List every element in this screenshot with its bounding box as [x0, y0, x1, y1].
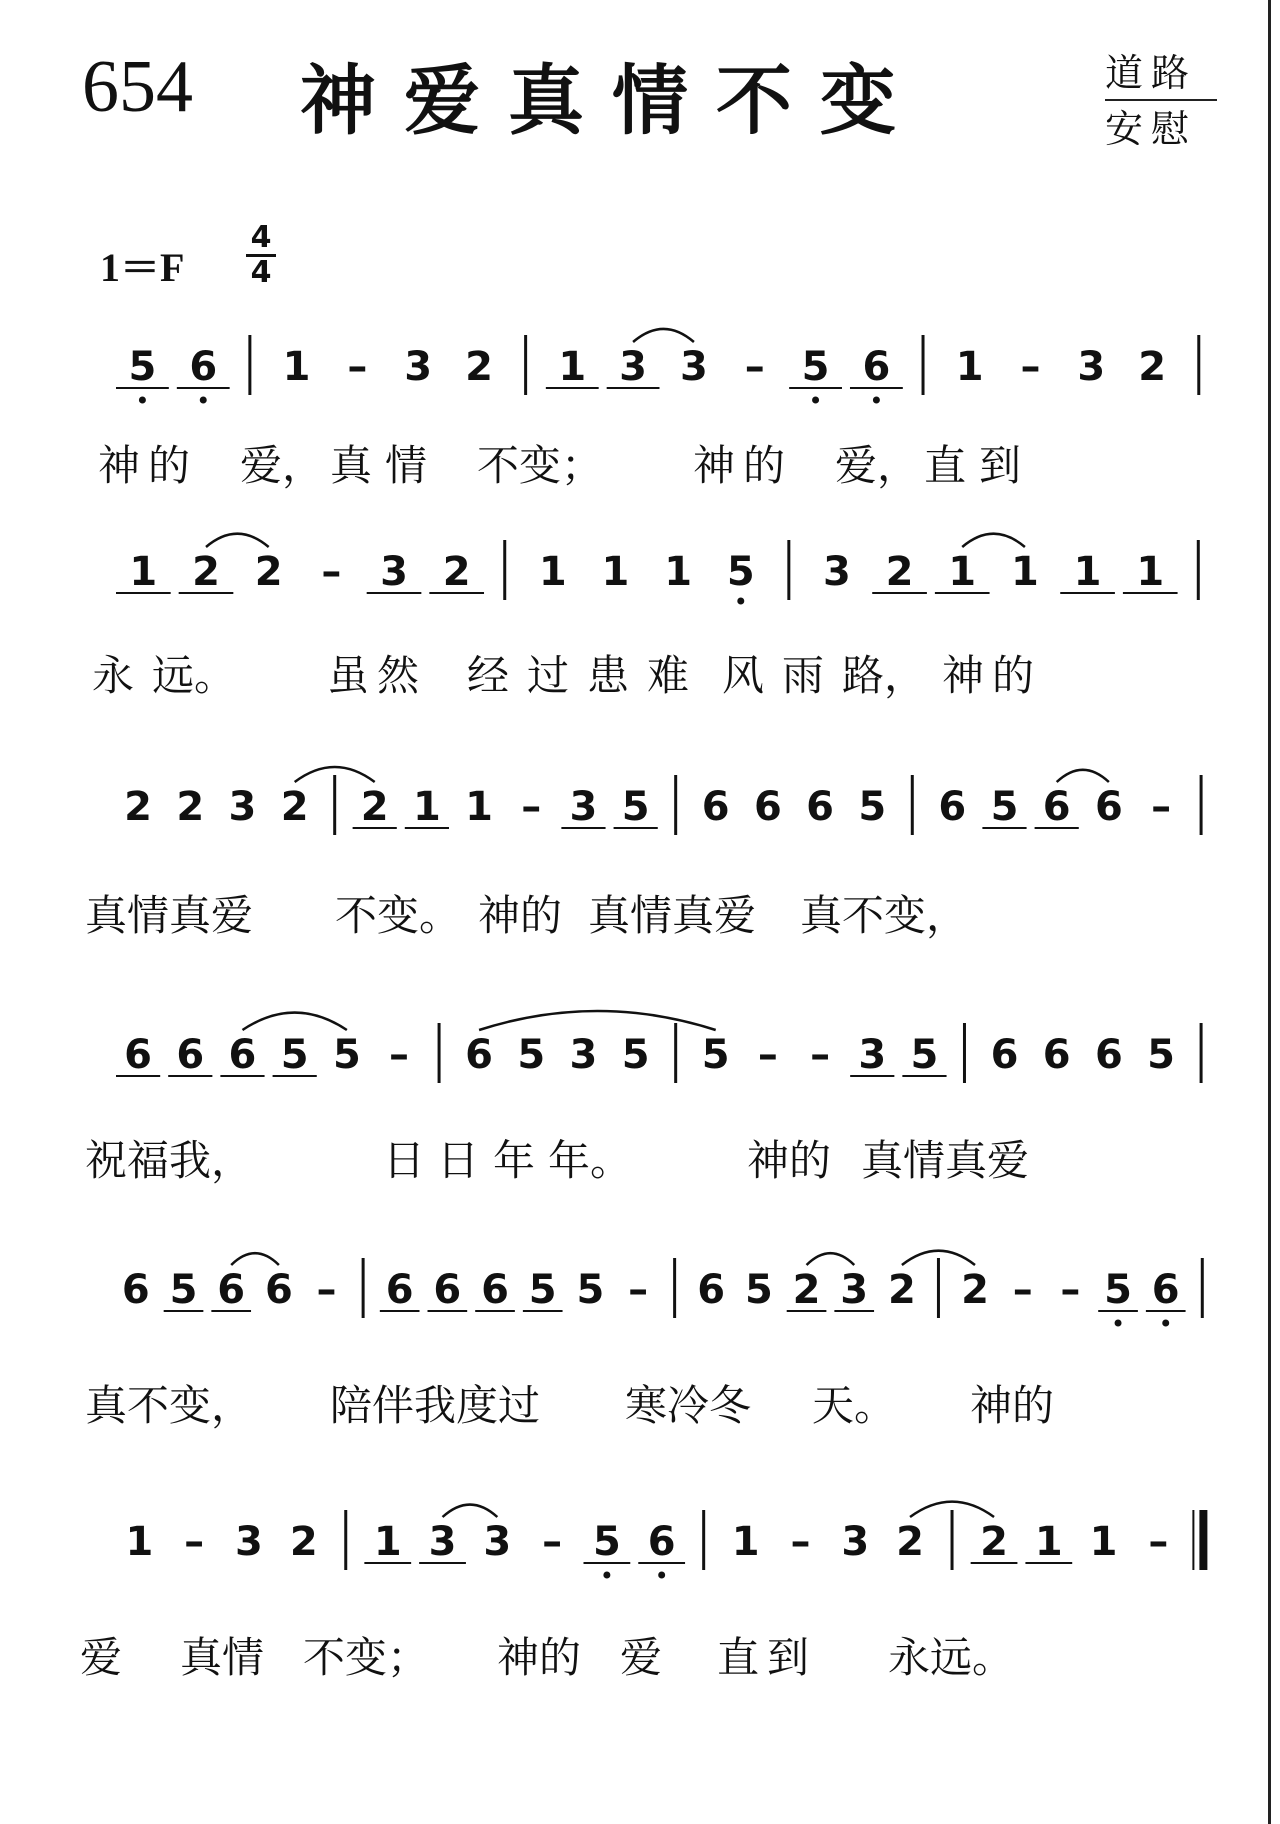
lyric-text: 年 [493, 1136, 536, 1185]
lyric-text: 的 [148, 441, 191, 490]
note-number: 6 [228, 1032, 257, 1078]
music-system [85, 1251, 1202, 1430]
note-number: 5 [801, 344, 830, 390]
lyric-text: 难 [647, 651, 690, 700]
note-number: 1 [538, 549, 567, 595]
note-number: 1 [373, 1519, 402, 1565]
note-number: 2 [465, 344, 493, 390]
dash-extension: – [521, 784, 542, 830]
note-number: 6 [1042, 1032, 1071, 1078]
note-number: 2 [289, 1519, 318, 1565]
lyric-text: 永 [92, 651, 135, 700]
note-number: 5 [910, 1032, 939, 1078]
tie-slur [1057, 770, 1109, 782]
note-number: 1 [1136, 549, 1165, 595]
lyric-text: 永远。 [888, 1633, 1015, 1682]
note-number: 3 [858, 1032, 887, 1078]
lyric-text: 情 [385, 441, 428, 490]
note-number: 1 [282, 344, 311, 390]
lyric-text: 神的 [497, 1633, 582, 1682]
note-number: 2 [280, 784, 309, 830]
lyric-text: 真情真爱 [85, 891, 254, 940]
lyric-text: 患 [587, 651, 630, 700]
key-signature: 1＝F [100, 245, 185, 290]
tie-slur [242, 1013, 346, 1030]
note-number: 2 [887, 1267, 916, 1313]
note-number: 3 [228, 784, 257, 830]
lyric-text: 不变。 [335, 891, 462, 940]
note-number: 6 [990, 1032, 1019, 1078]
dash-extension: – [542, 1519, 563, 1565]
note-number: 6 [806, 784, 834, 830]
dash-extension: – [1148, 1519, 1169, 1565]
note-number: 6 [697, 1267, 726, 1313]
note-number: 1 [129, 549, 158, 595]
lower-octave-dot [737, 598, 744, 605]
dash-extension: – [321, 549, 342, 595]
note-number: 5 [592, 1519, 621, 1565]
lyric-text: 风 [722, 651, 765, 700]
note-number: 3 [679, 344, 708, 390]
note-number: 2 [360, 784, 389, 830]
dash-extension: – [790, 1519, 811, 1565]
lyric-text: 不变； [477, 441, 604, 490]
note-number: 3 [380, 549, 408, 595]
note-number: 5 [744, 1267, 773, 1313]
lyric-text: 爱， [835, 441, 920, 490]
note-number: 1 [1073, 549, 1102, 595]
lyric-text: 神的 [747, 1136, 832, 1185]
lyric-text: 真情 [180, 1633, 265, 1682]
category-label-bottom: 安慰 [1105, 107, 1198, 151]
note-number: 3 [404, 344, 433, 390]
note-number: 3 [428, 1519, 457, 1565]
lyric-text: 的 [992, 651, 1035, 700]
note-number: 1 [601, 549, 630, 595]
note-number: 5 [576, 1267, 605, 1313]
lower-octave-dot [1162, 1320, 1169, 1327]
lyric-text: 直 [924, 441, 967, 490]
note-number: 5 [858, 784, 887, 830]
note-number: 2 [792, 1267, 821, 1313]
lyric-text: 然 [377, 651, 420, 700]
lyric-text: 祝福我， [85, 1136, 254, 1185]
tie-slur [443, 1505, 498, 1517]
note-number: 2 [124, 784, 153, 830]
note-number: 5 [332, 1032, 361, 1078]
note-number: 2 [254, 549, 283, 595]
lower-octave-dot [1115, 1320, 1122, 1327]
music-system [92, 534, 1198, 700]
note-number: 5 [169, 1267, 198, 1313]
note-number: 6 [1042, 784, 1071, 830]
lower-octave-dot [139, 397, 146, 404]
lyric-text: 寒冷冬 [625, 1381, 752, 1430]
music-system [98, 329, 1199, 490]
note-number: 6 [1151, 1267, 1180, 1313]
lyric-text: 远。 [152, 651, 237, 700]
lyric-text: 神的 [970, 1381, 1055, 1430]
note-number: 1 [558, 344, 587, 390]
note-number: 5 [128, 344, 157, 390]
music-system [80, 1502, 1203, 1682]
note-number: 1 [125, 1519, 154, 1565]
music-system [85, 1011, 1201, 1185]
lyric-text: 直 [717, 1633, 760, 1682]
tie-slur [962, 534, 1025, 547]
dash-extension: – [810, 1032, 831, 1078]
lyric-text: 真不变， [85, 1381, 254, 1430]
note-number: 6 [385, 1267, 414, 1313]
dash-extension: – [1060, 1267, 1081, 1313]
note-number: 6 [938, 784, 967, 830]
note-number: 2 [980, 1519, 1008, 1565]
note-number: 6 [1094, 784, 1123, 830]
note-number: 2 [442, 549, 471, 595]
lyric-text: 神 [693, 441, 736, 490]
note-number: 3 [1077, 344, 1106, 390]
note-number: 1 [1034, 1519, 1063, 1565]
tie-slur [206, 534, 269, 547]
note-number: 5 [517, 1032, 546, 1078]
dash-extension: – [389, 1032, 410, 1078]
note-number: 1 [664, 549, 693, 595]
dash-extension: – [1020, 344, 1041, 390]
note-number: 1 [1089, 1519, 1118, 1565]
note-number: 3 [569, 1032, 598, 1078]
lower-octave-dot [658, 1572, 665, 1579]
lyric-text: 真不变， [800, 891, 969, 940]
lyric-text: 神的 [478, 891, 563, 940]
note-number: 3 [569, 784, 598, 830]
note-number: 6 [481, 1267, 509, 1313]
note-number: 2 [176, 784, 205, 830]
lower-octave-dot [603, 1572, 610, 1579]
note-number: 6 [753, 784, 782, 830]
lyric-text: 雨 [782, 651, 825, 700]
lyric-text: 到 [979, 441, 1022, 490]
note-number: 5 [280, 1032, 309, 1078]
lyric-text: 爱， [240, 441, 325, 490]
hymn-number: 654 [82, 46, 193, 128]
lyric-text: 日 [383, 1136, 426, 1185]
dash-extension: – [628, 1267, 649, 1313]
note-number: 3 [235, 1519, 263, 1565]
note-number: 5 [990, 784, 1019, 830]
note-number: 6 [189, 344, 218, 390]
lower-octave-dot [812, 397, 819, 404]
note-number: 1 [948, 549, 977, 595]
note-number: 5 [1104, 1267, 1132, 1313]
lyric-text: 爱 [80, 1633, 123, 1682]
dash-extension: – [744, 344, 765, 390]
note-number: 6 [701, 784, 730, 830]
note-number: 5 [621, 1032, 650, 1078]
lyric-text: 真情真爱 [861, 1136, 1030, 1185]
note-number: 5 [701, 1032, 730, 1078]
tie-slur [807, 1253, 855, 1265]
dash-extension: – [347, 344, 368, 390]
note-number: 5 [621, 784, 650, 830]
dash-extension: – [757, 1032, 778, 1078]
note-number: 3 [483, 1519, 512, 1565]
note-number: 6 [121, 1267, 150, 1313]
lower-octave-dot [873, 397, 880, 404]
lyric-text: 不变； [303, 1633, 430, 1682]
dash-extension: – [316, 1267, 337, 1313]
dash-extension: – [184, 1519, 205, 1565]
lyric-text: 年。 [548, 1136, 633, 1185]
lyric-text: 神 [98, 441, 141, 490]
note-number: 6 [124, 1032, 153, 1078]
lyric-text: 路， [842, 651, 927, 700]
note-number: 6 [1094, 1032, 1123, 1078]
lyric-text: 天。 [812, 1381, 897, 1430]
lyric-text: 过 [527, 651, 570, 700]
note-number: 2 [192, 549, 220, 595]
note-number: 6 [862, 344, 891, 390]
note-number: 2 [1138, 344, 1167, 390]
note-number: 6 [217, 1267, 246, 1313]
note-number: 1 [465, 784, 494, 830]
note-number: 5 [1147, 1032, 1175, 1078]
note-number: 1 [412, 784, 441, 830]
hymn-title: 神爱真情不变 [300, 56, 924, 145]
lyric-text: 爱 [620, 1633, 663, 1682]
note-number: 1 [955, 344, 984, 390]
note-number: 5 [726, 549, 755, 595]
lower-octave-dot [200, 397, 207, 404]
lyric-text: 真 [330, 441, 373, 490]
note-number: 2 [896, 1519, 924, 1565]
dash-extension: – [1012, 1267, 1033, 1313]
note-number: 6 [465, 1032, 494, 1078]
time-signature-bottom: 4 [250, 255, 272, 290]
note-number: 2 [885, 549, 914, 595]
note-number: 1 [1010, 549, 1039, 595]
note-number: 6 [647, 1519, 676, 1565]
lyric-text: 经 [467, 651, 510, 700]
tie-slur [231, 1253, 279, 1265]
time-signature-top: 4 [246, 222, 276, 257]
lyric-text: 陪伴我度过 [330, 1381, 541, 1430]
note-number: 3 [840, 1267, 869, 1313]
note-number: 6 [176, 1032, 205, 1078]
note-number: 5 [528, 1267, 557, 1313]
tie-slur [633, 329, 694, 342]
note-number: 3 [841, 1519, 870, 1565]
dash-extension: – [1151, 784, 1172, 830]
music-system [85, 767, 1201, 940]
note-number: 3 [822, 549, 851, 595]
lyric-text: 到 [767, 1633, 810, 1682]
note-number: 6 [433, 1267, 462, 1313]
note-number: 6 [264, 1267, 293, 1313]
note-number: 3 [619, 344, 648, 390]
lyric-text: 虽 [327, 651, 370, 700]
note-number: 1 [731, 1519, 760, 1565]
lyric-text: 真情真爱 [588, 891, 757, 940]
category-label-top: 道路 [1105, 42, 1217, 101]
lyric-text: 神 [942, 651, 985, 700]
tie-slur [479, 1011, 716, 1030]
lyric-text: 日 [437, 1136, 480, 1185]
lyric-text: 的 [743, 441, 786, 490]
note-number: 2 [961, 1267, 989, 1313]
